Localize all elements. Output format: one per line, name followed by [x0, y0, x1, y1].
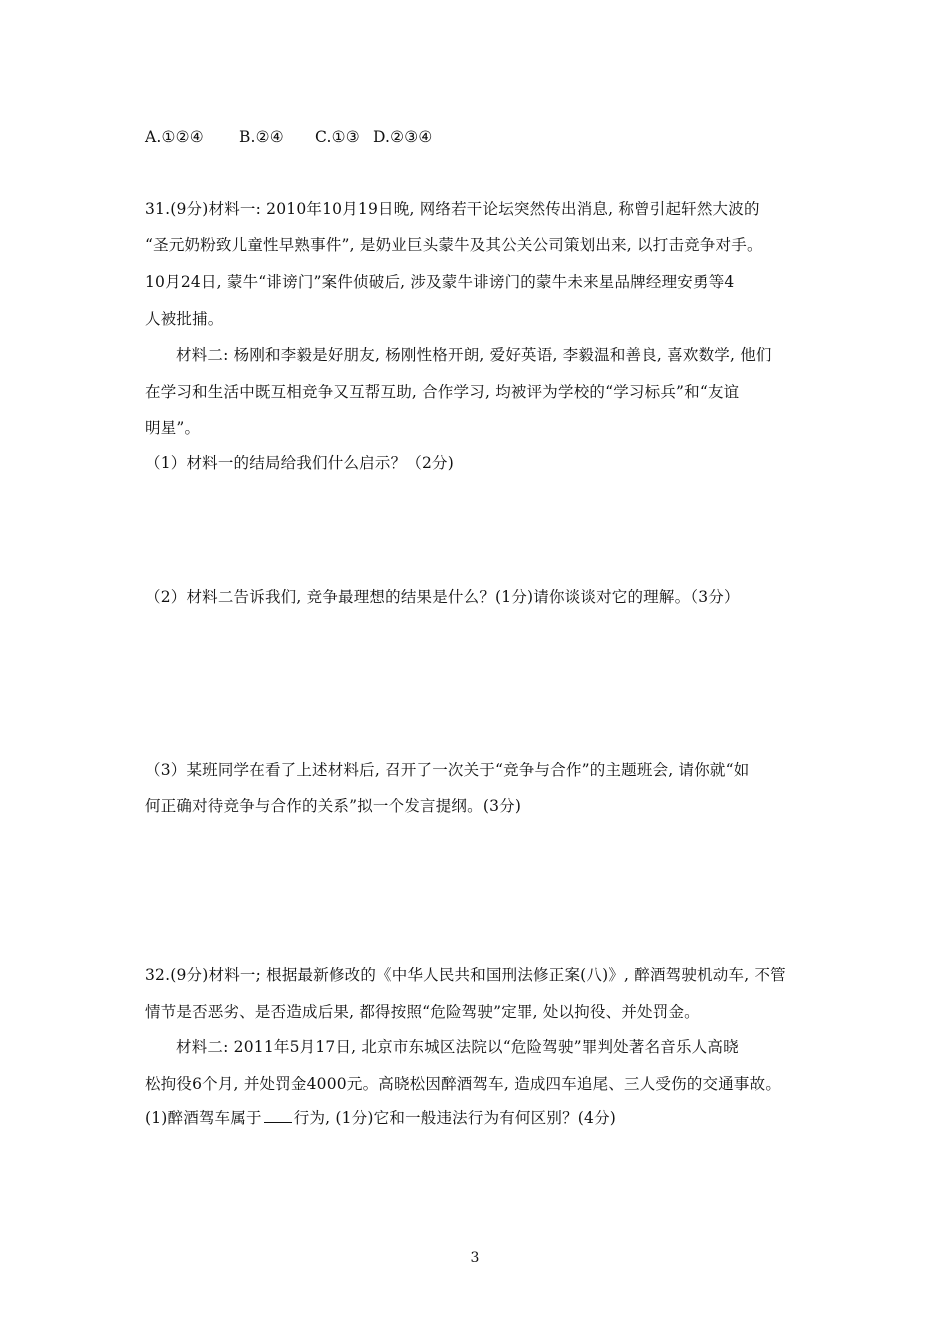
option-d: D.②③④: [372, 128, 433, 146]
q31-sub-question-2: （2）材料二告诉我们, 竞争最理想的结果是什么？(1分)请你谈谈对它的理解。（3分）: [145, 588, 740, 606]
q31-material-2-line: 在学习和生活中既互相竞争又互帮互助, 合作学习, 均被评为学校的“学习标兵”和“友谊: [145, 383, 740, 401]
q31-material-1-line: “圣元奶粉致儿童性早熟事件”, 是奶业巨头蒙牛及其公关公司策划出来, 以打击竞争对手。: [145, 236, 763, 254]
q32-q1-text-after: 行为, (1分)它和一般违法行为有何区别？(4分): [293, 1109, 617, 1127]
answer-blank[interactable]: [264, 1108, 292, 1123]
answer-options: [145, 128, 432, 146]
q32-material-1-line: 32.(9分)材料一; 根据最新修改的《中华人民共和国刑法修正案(八)》, 醉酒驾驶机动车, 不管: [145, 966, 786, 984]
q31-sub-question-1: （1）材料一的结局给我们什么启示？（2分): [145, 454, 454, 472]
q32-material-2-line: 松拘役6个月, 并处罚金4000元。高晓松因醉酒驾车, 造成四车追尾、三人受伤的交通事故。: [145, 1075, 782, 1093]
q31-sub-question-3-line: 何正确对待竞争与合作的关系”拟一个发言提纲。(3分): [145, 797, 522, 815]
q32-q1-text-before: (1)醉酒驾车属于: [145, 1109, 262, 1127]
page-number: 3: [470, 1250, 480, 1266]
q31-material-2-line: 明星”。: [145, 419, 201, 437]
q31-sub-question-3-line: （3）某班同学在看了上述材料后, 召开了一次关于“竞争与合作”的主题班会, 请你就“如: [145, 761, 750, 779]
q32-material-1-line: 情节是否恶劣、是否造成后果, 都得按照“危险驾驶”定罪, 处以拘役、并处罚金。: [145, 1003, 700, 1021]
q31-material-1-line: 10月24日, 蒙牛“诽谤门”案件侦破后, 涉及蒙牛诽谤门的蒙牛未来星品牌经理安勇等4: [145, 273, 735, 291]
q32-material-2-line: 材料二: 2011年5月17日, 北京市东城区法院以“危险驾驶”罪判处著名音乐人高晓: [176, 1038, 739, 1056]
option-a: A.①②④: [145, 128, 204, 146]
q31-material-1-line: 31.(9分)材料一: 2010年10月19日晚, 网络若干论坛突然传出消息, 称曾引起轩然大波的: [145, 200, 760, 218]
option-b: B.②④: [238, 128, 284, 146]
option-c: C.①③: [315, 128, 360, 146]
q31-material-1-line: 人被批捕。: [145, 310, 224, 328]
q32-sub-question-1: [145, 1106, 616, 1128]
q31-material-2-line: 材料二: 杨刚和李毅是好朋友, 杨刚性格开朗, 爱好英语, 李毅温和善良, 喜欢数学, 他们: [176, 346, 772, 364]
